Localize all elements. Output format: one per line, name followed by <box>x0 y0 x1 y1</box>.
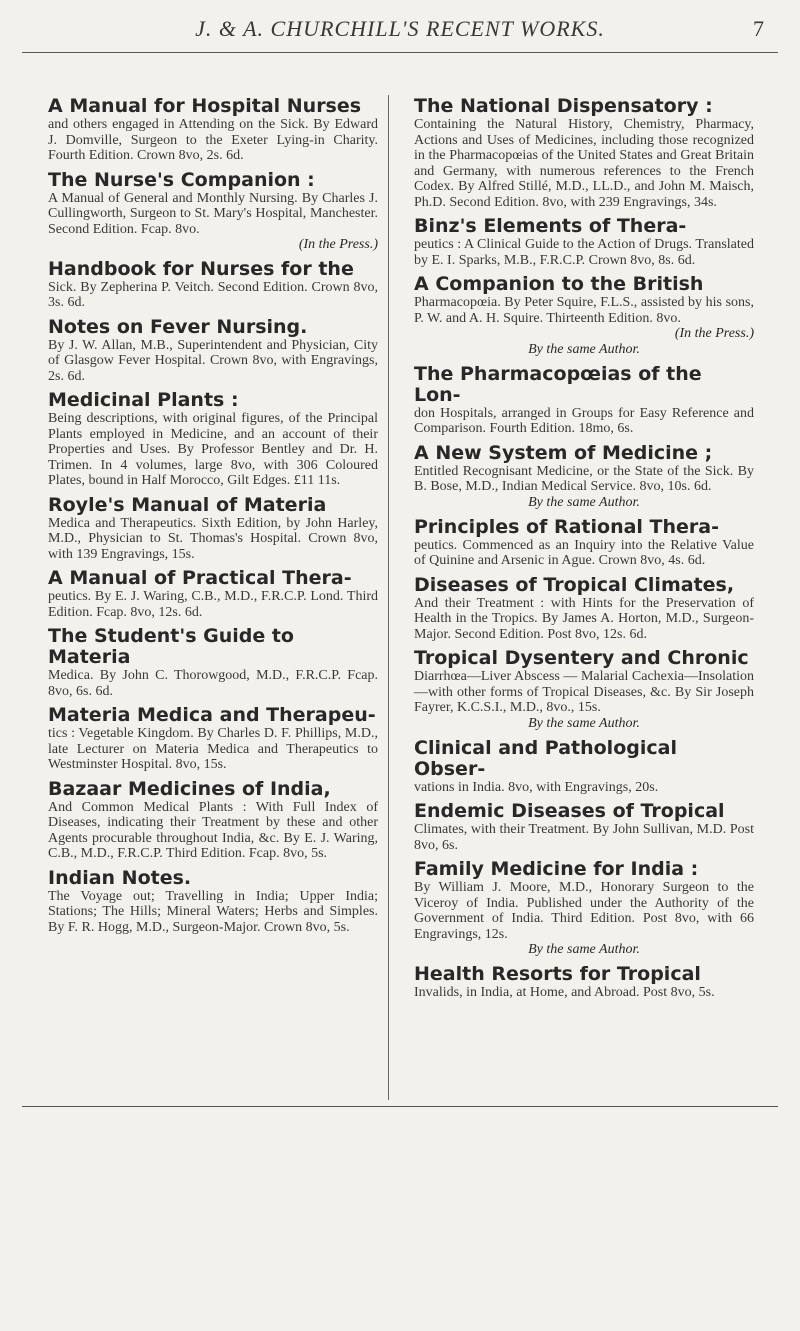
book-entry <box>414 517 754 569</box>
book-description: Climates, with their Treatment. By John Sullivan, M.D. Post 8vo, 6s. <box>414 822 754 853</box>
page-header <box>0 0 800 42</box>
book-description: A Manual of General and Monthly Nursing. By Charles J. Cullingworth, Surgeon to St. Mary's Hospital, Manchester. Second Edition. Fcap. 8vo. <box>48 190 378 237</box>
by-same-author-note: By the same Author. <box>528 341 640 357</box>
book-entry <box>48 170 378 253</box>
press-note: (In the Press.) <box>298 237 378 252</box>
book-title: Bazaar Medicines of India, <box>48 777 331 800</box>
book-description: By William J. Moore, M.D., Honorary Surgeon to the Viceroy of India. Published under the Authority of the Government of India. Third Edition. Post 8vo, with 66 Engravings, 12s. <box>414 880 754 942</box>
by-same-author-note: By the same Author. <box>528 942 640 957</box>
book-description: Sick. By Zepherina P. Veitch. Second Edition. Crown 8vo, 3s. 6d. <box>48 279 378 310</box>
book-description: tics : Vegetable Kingdom. By Charles D. F. Phillips, M.D., late Lecturer on Materia Medica and Therapeutics to Westminster Hospital. 8vo, 15s. <box>48 726 378 772</box>
book-entry <box>414 443 754 511</box>
book-entry <box>48 495 378 563</box>
book-entry <box>48 259 378 311</box>
bottom-rule <box>22 1106 778 1107</box>
book-description: vations in India. 8vo, with Engravings, 20s. <box>414 779 659 795</box>
book-description: Entitled Recognisant Medicine, or the State of the Sick. By B. Bose, M.D., Indian Medical Service. 8vo, 10s. 6d. <box>414 463 754 494</box>
book-title: Medicinal Plants : <box>48 389 239 411</box>
book-entry <box>414 964 754 1001</box>
book-entry <box>414 575 754 643</box>
book-entry <box>414 364 754 437</box>
book-title: Tropical Dysentery and Chronic <box>414 647 749 669</box>
column-divider <box>388 95 389 1100</box>
book-entry <box>48 705 378 773</box>
book-entry <box>48 779 378 862</box>
book-title: The Student's Guide to Materia <box>48 625 294 668</box>
book-entry <box>414 216 754 268</box>
by-same-author-note: By the same Author. <box>528 494 640 510</box>
book-entry <box>48 568 378 620</box>
book-title: Royle's Manual of Materia <box>48 493 327 516</box>
book-title: Notes on Fever Nursing. <box>48 315 308 338</box>
book-title: Endemic Diseases of Tropical <box>414 800 725 822</box>
book-description: Medica and Therapeutics. Sixth Edition, by John Harley, M.D., Physician to St. Thomas's Hospital. Crown 8vo, with 139 Engravings, 15s. <box>48 515 378 562</box>
book-description: And their Treatment : with Hints for the Preservation of Health in the Tropics. By James A. Horton, M.D., Surgeon-Major. Second Edition. Post 8vo, 12s. 6d. <box>414 595 754 642</box>
press-note: (In the Press.) <box>674 326 754 341</box>
book-entry <box>414 274 754 358</box>
book-description: The Voyage out; Travelling in India; Upper India; Stations; The Hills; Mineral Waters; Herbs and Simples. By F. R. Hogg, M.D., Surgeon-Major. Crown 8vo, 5s. <box>48 888 378 935</box>
book-title: A Manual for Hospital Nurses <box>48 95 362 117</box>
book-title: A Companion to the British <box>414 273 704 295</box>
book-entry <box>48 868 378 936</box>
book-title: Diseases of Tropical Climates, <box>414 573 735 596</box>
book-description: peutics : A Clinical Guide to the Action of Drugs. Translated by E. I. Sparks, M.B., F.R.C.P. Crown 8vo, 8s. 6d. <box>414 237 754 268</box>
book-description: Pharmacopœia. By Peter Squire, F.L.S., assisted by his sons, P. W. and A. H. Squire. Thirteenth Edition. 8vo. <box>414 295 754 326</box>
book-description: And Common Medical Plants : With Full Index of Diseases, indicating their Treatment by these and other Agents procurable throughout India, &c. By E. J. Waring, C.B., M.D., F.R.C.P. Third Edition. Fcap. 8vo, 5s. <box>48 799 378 861</box>
book-description: Invalids, in India, at Home, and Abroad. Post 8vo, 5s. <box>414 985 715 1000</box>
book-entry <box>48 390 378 489</box>
book-entry <box>414 648 754 732</box>
book-title: The Nurse's Companion : <box>48 168 315 191</box>
book-title: Handbook for Nurses for the <box>48 257 354 280</box>
book-description: Containing the Natural History, Chemistry, Pharmacy, Actions and Uses of Medicines, including those recognized in the Pharmacopœias of the United States and Great Britain and Germany, with numerous references to the French Codex. By Alfred Stillé, M.D., LL.D., and John M. Maisch, Ph.D. Second Edition. 8vo, with 239 Engravings, 34s. <box>414 117 754 210</box>
book-entry <box>48 96 378 164</box>
book-description: peutics. By E. J. Waring, C.B., M.D., F.R.C.P. Lond. Third Edition. Fcap. 8vo, 12s. 6d. <box>48 589 378 620</box>
book-title: Binz's Elements of Thera- <box>414 215 687 237</box>
book-title: Health Resorts for Tropical <box>414 963 701 985</box>
book-description: By J. W. Allan, M.B., Superintendent and Physician, City of Glasgow Fever Hospital. Crown 8vo, with Engravings, 2s. 6d. <box>48 337 378 384</box>
book-title: Materia Medica and Therapeu- <box>48 704 376 726</box>
book-description: and others engaged in Attending on the Sick. By Edward J. Domville, Surgeon to the Exeter Lying-in Charity. Fourth Edition. Crown 8vo, 2s. 6d. <box>48 117 378 163</box>
book-description: Diarrhœa—Liver Abscess — Malarial Cachexia—Insolation—with other forms of Tropical Diseases, &c. By Sir Joseph Fayrer, K.C.S.I., M.D., 8vo., 15s. <box>414 669 754 715</box>
book-title: Clinical and Pathological Obser- <box>414 736 677 780</box>
book-description: Being descriptions, with original figures, of the Principal Plants employed in Medicine, and an account of their Properties and Uses. By Professor Bentley and Dr. H. Trimen. In 4 volumes, large 8vo, with 306 Coloured Plates, bound in Half Morocco, Gilt Edges. £11 11s. <box>48 411 378 488</box>
book-entry <box>414 96 754 210</box>
book-entry <box>48 626 378 699</box>
book-title: A Manual of Practical Thera- <box>48 567 352 589</box>
right-column <box>414 96 754 1007</box>
by-same-author-note: By the same Author. <box>528 715 640 731</box>
book-title: A New System of Medicine ; <box>414 441 713 464</box>
book-description: don Hospitals, arranged in Groups for Easy Reference and Comparison. Fourth Edition. 18mo, 6s. <box>414 405 754 436</box>
left-column <box>48 96 378 941</box>
book-entry <box>48 317 378 385</box>
book-title: Family Medicine for India : <box>414 858 699 880</box>
book-entry <box>414 738 754 796</box>
running-title: J. & A. CHURCHILL'S RECENT WORKS. <box>195 16 605 41</box>
book-title: The National Dispensatory : <box>414 95 713 117</box>
book-title: Indian Notes. <box>48 866 192 889</box>
book-title: Principles of Rational Thera- <box>414 515 719 538</box>
book-entry <box>414 801 754 853</box>
book-title: The Pharmacopœias of the Lon- <box>414 362 702 406</box>
top-rule <box>22 52 778 53</box>
page-number: 7 <box>753 16 764 41</box>
book-description: Medica. By John C. Thorowgood, M.D., F.R.C.P. Fcap. 8vo, 6s. 6d. <box>48 668 378 699</box>
book-entry <box>414 859 754 958</box>
book-description: peutics. Commenced as an Inquiry into the Relative Value of Quinine and Arsenic in Ague. Crown 8vo, 4s. 6d. <box>414 537 754 568</box>
